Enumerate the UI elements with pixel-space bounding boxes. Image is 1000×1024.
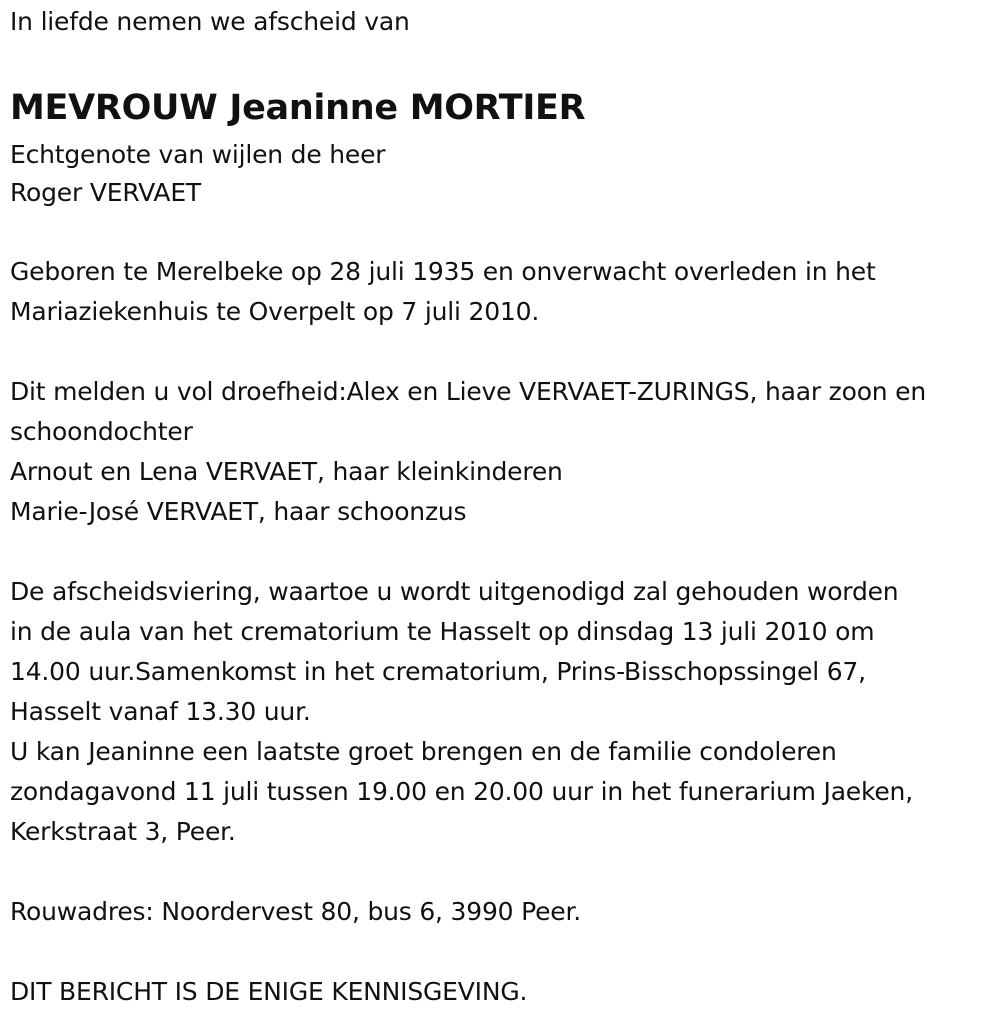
ceremony-line: Hasselt vanaf 13.30 uur. xyxy=(10,697,311,726)
family-line: schoondochter xyxy=(10,417,193,446)
obituary-document xyxy=(10,2,995,1012)
birth-death-line: Geboren te Merelbeke op 28 juli 1935 en onverwacht overleden in het xyxy=(10,257,876,286)
spouse-line: Echtgenote van wijlen de heer xyxy=(10,140,386,169)
mourning-address: Rouwadres: Noordervest 80, bus 6, 3990 Peer. xyxy=(10,897,581,926)
intro-line: In liefde nemen we afscheid van xyxy=(10,7,410,36)
birth-death-line: Mariaziekenhuis te Overpelt op 7 juli 2010. xyxy=(10,297,540,326)
family-line: Marie-José VERVAET, haar schoonzus xyxy=(10,497,467,526)
family-line: Arnout en Lena VERVAET, haar kleinkinderen xyxy=(10,457,563,486)
ceremony-line: Kerkstraat 3, Peer. xyxy=(10,817,236,846)
ceremony-line: 14.00 uur.Samenkomst in het crematorium, Prins-Bisschopssingel 67, xyxy=(10,657,866,686)
ceremony-line: zondagavond 11 juli tussen 19.00 en 20.00 uur in het funerarium Jaeken, xyxy=(10,777,913,806)
ceremony-line: De afscheidsviering, waartoe u wordt uitgenodigd zal gehouden worden xyxy=(10,577,899,606)
deceased-name: MEVROUW Jeaninne MORTIER xyxy=(10,88,586,128)
spouse-name: Roger VERVAET xyxy=(10,178,201,207)
ceremony-line: U kan Jeaninne een laatste groet brengen en de familie condoleren xyxy=(10,737,837,766)
family-line: Dit melden u vol droefheid:Alex en Lieve VERVAET-ZURINGS, haar zoon en xyxy=(10,377,927,406)
ceremony-line: in de aula van het crematorium te Hasselt op dinsdag 13 juli 2010 om xyxy=(10,617,875,646)
notice-line: DIT BERICHT IS DE ENIGE KENNISGEVING. xyxy=(10,977,528,1006)
